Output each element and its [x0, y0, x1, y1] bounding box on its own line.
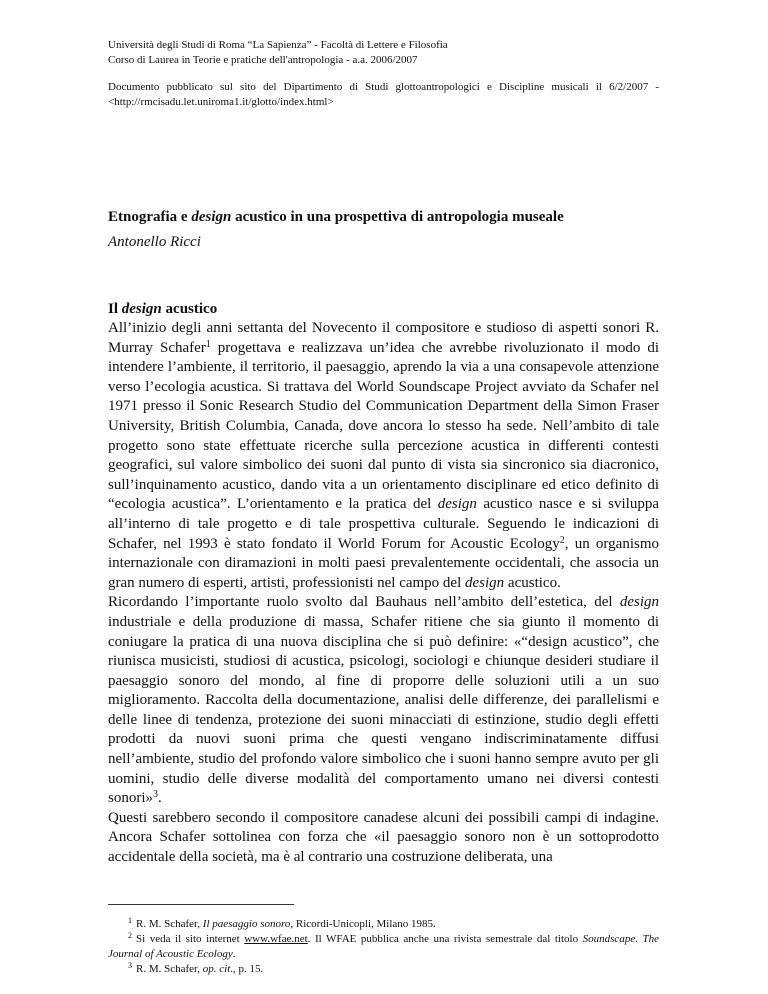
footnote-1: $^1$ R. M. Schafer, Il paesaggio sonoro, Ricordi-Unicopli, Milano 1985. — [128, 915, 436, 930]
article-author: Antonello Ricci — [108, 234, 201, 250]
footnote-divider — [108, 904, 294, 905]
document-page — [108, 38, 659, 977]
footnotes — [108, 917, 659, 977]
section-heading: Il design acustico — [108, 301, 218, 317]
article-title: Etnografia e design acustico in una prospettiva di antropologia museale — [108, 209, 564, 225]
publication-notice: Documento pubblicato sul sito del Dipartimento di Studi glottoantropologici e Discipline musicali il 6/2/2007 - <http://rmcisadu.let.uniroma1.it/glotto/index.html> — [108, 81, 659, 108]
paragraph-1: All’inizio degli anni settanta del Novecento il compositore e studioso di aspetti sonori R. Murray Schafer$^1$ progettava e realizzava un’idea che avrebbe rivoluzionato il modo di intendere l’ambiente, il territorio, il paesaggio, aprendo la via a una consapevole attenzione verso l’ecologia acustica. Si trattava del World Soundscape Project avviato da Schafer nel 1971 presso il Sonic Research Studio del Communication Department della Simon Fraser University, British Columbia, Canada, dove ancora lo stesso ha sede. Nell’ambito di tale progetto sono state effettuate ricerche sulla percezione acustica in differenti contesti geografici, sul valore simbolico dei suoni dal punto di vista sia sincronico sia diacronico, sull’inquinamento acustico, dando vita a un orientamento disciplinare ed etico definito di “ecologia acustica”. L’orientamento e la pratica del design acustico nasce e si sviluppa all’interno di tale progetto e di tale prospettiva culturale. Seguendo le indicazioni di Schafer, nel 1993 è stato fondato il World Forum for Acoustic Ecology$^2$, un organismo internazionale con diramazioni in molti paesi prevalentemente occidentali, che associa un gran numero di esperti, artisti, professionisti nel campo del design acustico. — [108, 320, 659, 591]
header-course: Corso di Laurea in Teorie e pratiche dell'antropologia - a.a. 2006/2007 — [108, 54, 418, 66]
footnote-2: $^2$ Si veda il sito internet www.wfae.net. Il WFAE pubblica anche una rivista semestrale dal titolo Soundscape. The Journal of Acoustic Ecology. — [108, 930, 659, 960]
wfae-link[interactable]: www.wfae.net — [244, 932, 308, 945]
article-body — [108, 319, 659, 868]
footnote-ref-3[interactable]: 3 — [153, 789, 158, 801]
footnote-3: $^3$ R. M. Schafer, op. cit., p. 15. — [128, 960, 264, 975]
footnote-ref-2[interactable]: 2 — [559, 534, 565, 546]
institution-header — [108, 38, 659, 68]
paragraph-2: Ricordando l’importante ruolo svolto dal Bauhaus nell’ambito dell’estetica, del design industriale e della produzione di massa, Schafer ritiene che sia giunto il momento di coniugare la pratica di una nuova disciplina che si può definire: «“design acustico”, che riunisca musicisti, studiosi di acustica, psicologi, sociologi e chiunque desideri studiare il paesaggio sonoro del mondo, al fine di proporre delle soluzioni utili a un suo miglioramento. Raccolta della documentazione, analisi delle differenze, dei parallelismi e delle linee di tendenza, protezione dei suoni minacciati di estinzione, studio degli effetti prodotti da nuovi suoni prima che questi vengano indiscriminatamente diffusi nell’ambiente, studio del profondo valore simbolico che i suoni hanno sempre avuto per gli uomini, studio delle diverse modalità del comportamento umano nei diversi contesti sonori»$^3$. — [108, 594, 659, 807]
footnote-ref-1[interactable]: 1 — [205, 338, 211, 350]
header-university: Università degli Studi di Roma “La Sapienza” - Facoltà di Lettere e Filosofia — [108, 39, 448, 51]
paragraph-3: Questi sarebbero secondo il compositore canadese alcuni dei possibili campi di indagine. Ancora Schafer sottolinea con forza che «il paesaggio sonoro non è un sottoprodotto accidentale della società, ma è al contrario una costruzione deliberata, una — [108, 809, 659, 866]
